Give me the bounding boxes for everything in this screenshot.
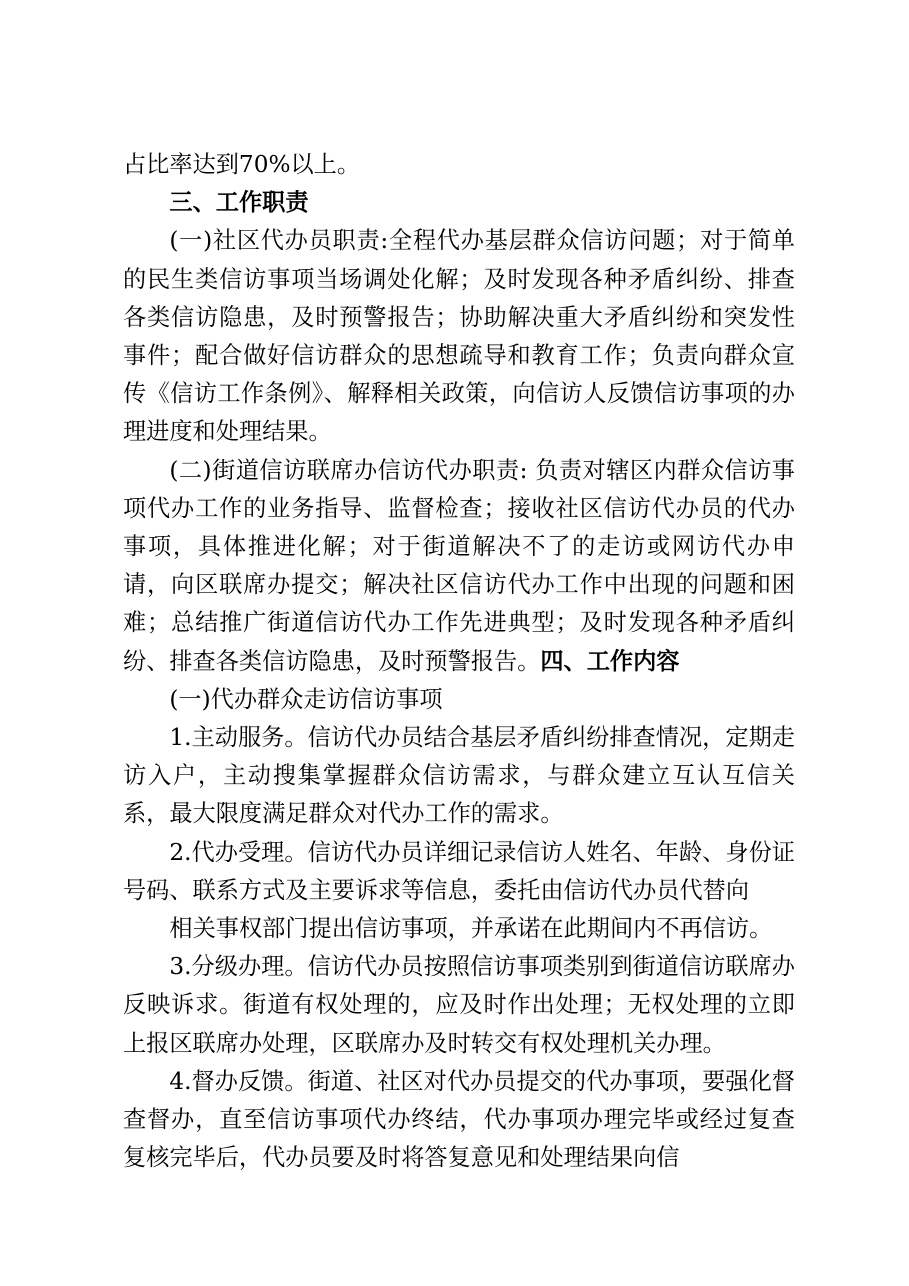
section-heading-three: 三、工作职责 bbox=[169, 189, 309, 217]
item-proxy-acceptance: 2.代办受理。信访代办员详细记录信访人姓名、年龄、身份证号码、联系方式及主要诉求等信息，委托由信访代办员代替向 bbox=[123, 838, 795, 904]
street-duties-text: (二)街道信访联席办信访代办职责: 负责对辖区内群众信访事项代办工作的业务指导、监督检查；接收社区信访代办员的代办事项，具体推进化解；对于街道解决不了的走访或网访代办申请，向区联席办提交；解决社区信访代办工作中出现的问题和困难；总结推广街道信访代办工作先进典型；及时发现各种矛盾纠纷、排查各类信访隐患，及时预警报告。 bbox=[123, 456, 795, 675]
section-three-line bbox=[123, 184, 795, 222]
paragraph-continuation: 占比率达到70%以上。 bbox=[123, 151, 361, 178]
section-heading-four: 四、工作内容 bbox=[540, 647, 680, 675]
item-proxy-acceptance-continued: 相关事权部门提出信访事项，并承诺在此期间内不再信访。 bbox=[169, 915, 773, 943]
item-supervision-feedback: 4.督办反馈。街道、社区对代办员提交的代办事项，要强化督查督办，直至信访事项代办终结，代办事项办理完毕或经过复查复核完毕后，代办员要及时将答复意见和处理结果向信 bbox=[123, 1067, 795, 1172]
item-graded-handling: 3.分级办理。信访代办员按照信访事项类别到街道信访联席办反映诉求。街道有权处理的，应及时作出处理；无权处理的立即上报区联席办处理，区联席办及时转交有权处理机关办理。 bbox=[123, 953, 795, 1057]
paragraph-street-duties bbox=[123, 452, 795, 681]
subheading-one: (一)代办群众走访信访事项 bbox=[169, 685, 443, 713]
item-active-service: 1.主动服务。信访代办员结合基层矛盾纠纷排查情况，定期走访入户，主动搜集掌握群众信访需求，与群众建立互认互信关系，最大限度满足群众对代办工作的需求。 bbox=[123, 724, 795, 828]
document-body bbox=[123, 146, 795, 1177]
paragraph-community-duties: (一)社区代办员职责:全程代办基层群众信访问题；对于简单的民生类信访事项当场调处化解；及时发现各种矛盾纠纷、排查各类信访隐患，及时预警报告；协助解决重大矛盾纠纷和突发性事件；配合做好信访群众的思想疏导和教育工作；负责向群众宣传《信访工作条例》、解释相关政策，向信访人反馈信访事项的办理进度和处理结果。 bbox=[123, 227, 795, 446]
